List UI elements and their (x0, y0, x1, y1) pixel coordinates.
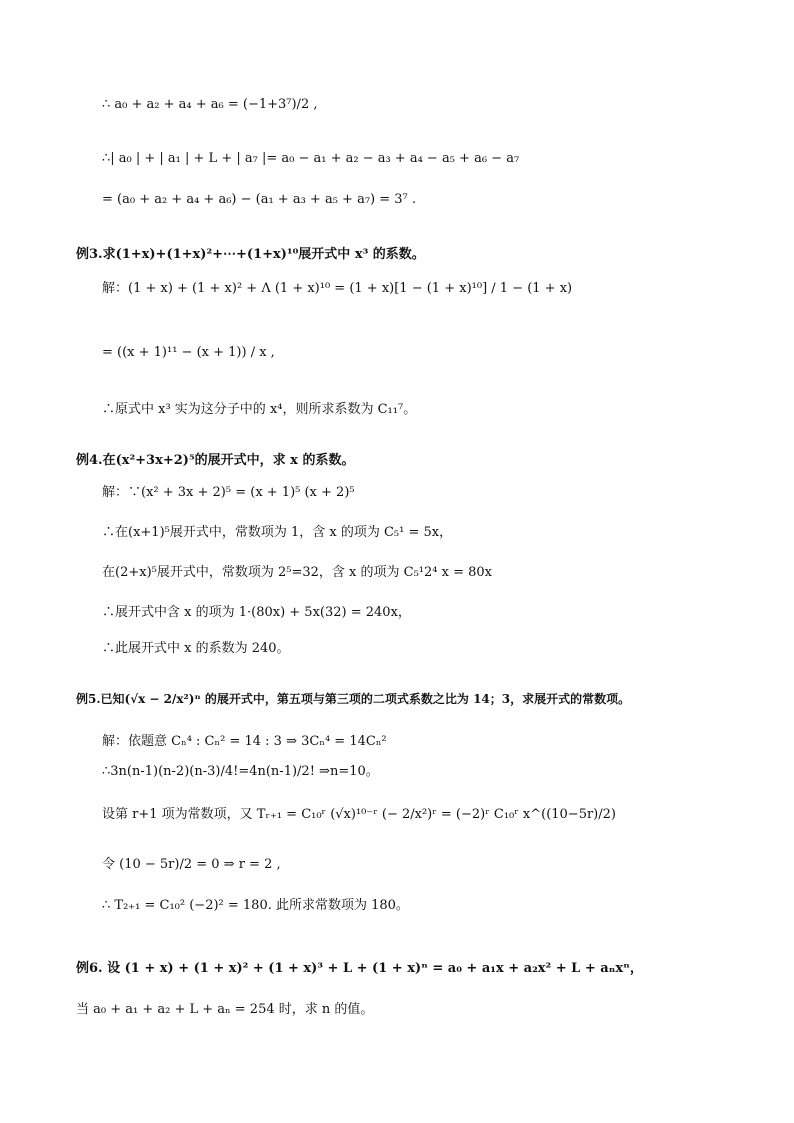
solution-line-result: = (a₀ + a₂ + a₄ + a₆) − (a₁ + a₃ + a₅ + a₇) = 3⁷ . (102, 192, 417, 207)
example-5-step-4: 令 (10 − 5r)/2 = 0 ⇒ r = 2 , (102, 857, 281, 872)
example-5-title: 例5.已知(√x − 2/x²)ⁿ 的展开式中，第五项与第三项的二项式系数之比为 14；3，求展开式的常数项。 (76, 692, 631, 706)
solution-line-even-sum: ∴ a₀ + a₂ + a₄ + a₆ = (−1+3⁷)/2 , (102, 97, 318, 112)
example-3-title: 例3.求(1+x)+(1+x)²+⋯+(1+x)¹⁰展开式中 x³ 的系数。 (76, 247, 425, 262)
example-5-step-5: ∴ T₂₊₁ = C₁₀² (−2)² = 180. 此所求常数项为 180。 (102, 898, 409, 913)
example-6-title: 例6. 设 (1 + x) + (1 + x)² + (1 + x)³ + L + (1 + x)ⁿ = a₀ + a₁x + a₂x² + L + aₙxⁿ， (76, 961, 643, 976)
example-4-title: 例4.在(x²+3x+2)⁵的展开式中，求 x 的系数。 (76, 453, 355, 468)
example-3-step-1: 解：(1 + x) + (1 + x)² + Λ (1 + x)¹⁰ = (1 + x)[1 − (1 + x)¹⁰] / 1 − (1 + x) (102, 281, 573, 296)
example-4-step-1: 解：∵(x² + 3x + 2)⁵ = (x + 1)⁵ (x + 2)⁵ (102, 485, 355, 500)
example-3-step-2: = ((x + 1)¹¹ − (x + 1)) / x , (102, 345, 275, 360)
example-5-step-2: ∴3n(n-1)(n-2)(n-3)/4!=4n(n-1)/2! ⇒n=10。 (102, 764, 379, 779)
example-3-step-3: ∴原式中 x³ 实为这分子中的 x⁴，则所求系数为 C₁₁⁷。 (102, 402, 417, 417)
example-4-step-3: 在(2+x)⁵展开式中，常数项为 2⁵=32，含 x 的项为 C₅¹2⁴ x = 80x (102, 565, 492, 580)
example-4-step-4: ∴展开式中含 x 的项为 1·(80x) + 5x(32) = 240x， (102, 605, 411, 620)
solution-line-abs-sum: ∴| a₀ | + | a₁ | + L + | a₇ |= a₀ − a₁ + a₂ − a₃ + a₄ − a₅ + a₆ − a₇ (102, 151, 520, 166)
example-4-step-5: ∴此展开式中 x 的系数为 240。 (102, 641, 290, 656)
example-5-step-1: 解：依题意 Cₙ⁴ : Cₙ² = 14 : 3 ⇒ 3Cₙ⁴ = 14Cₙ² (102, 734, 387, 749)
example-5-step-3: 设第 r+1 项为常数项，又 Tᵣ₊₁ = C₁₀ʳ (√x)¹⁰⁻ʳ (− 2/x²)ʳ = (−2)ʳ C₁₀ʳ x^((10−5r)/2) (102, 807, 616, 822)
example-4-step-2: ∴在(x+1)⁵展开式中，常数项为 1，含 x 的项为 C₅¹ = 5x， (102, 525, 453, 540)
example-6-step-1: 当 a₀ + a₁ + a₂ + L + aₙ = 254 时，求 n 的值。 (76, 1002, 374, 1017)
